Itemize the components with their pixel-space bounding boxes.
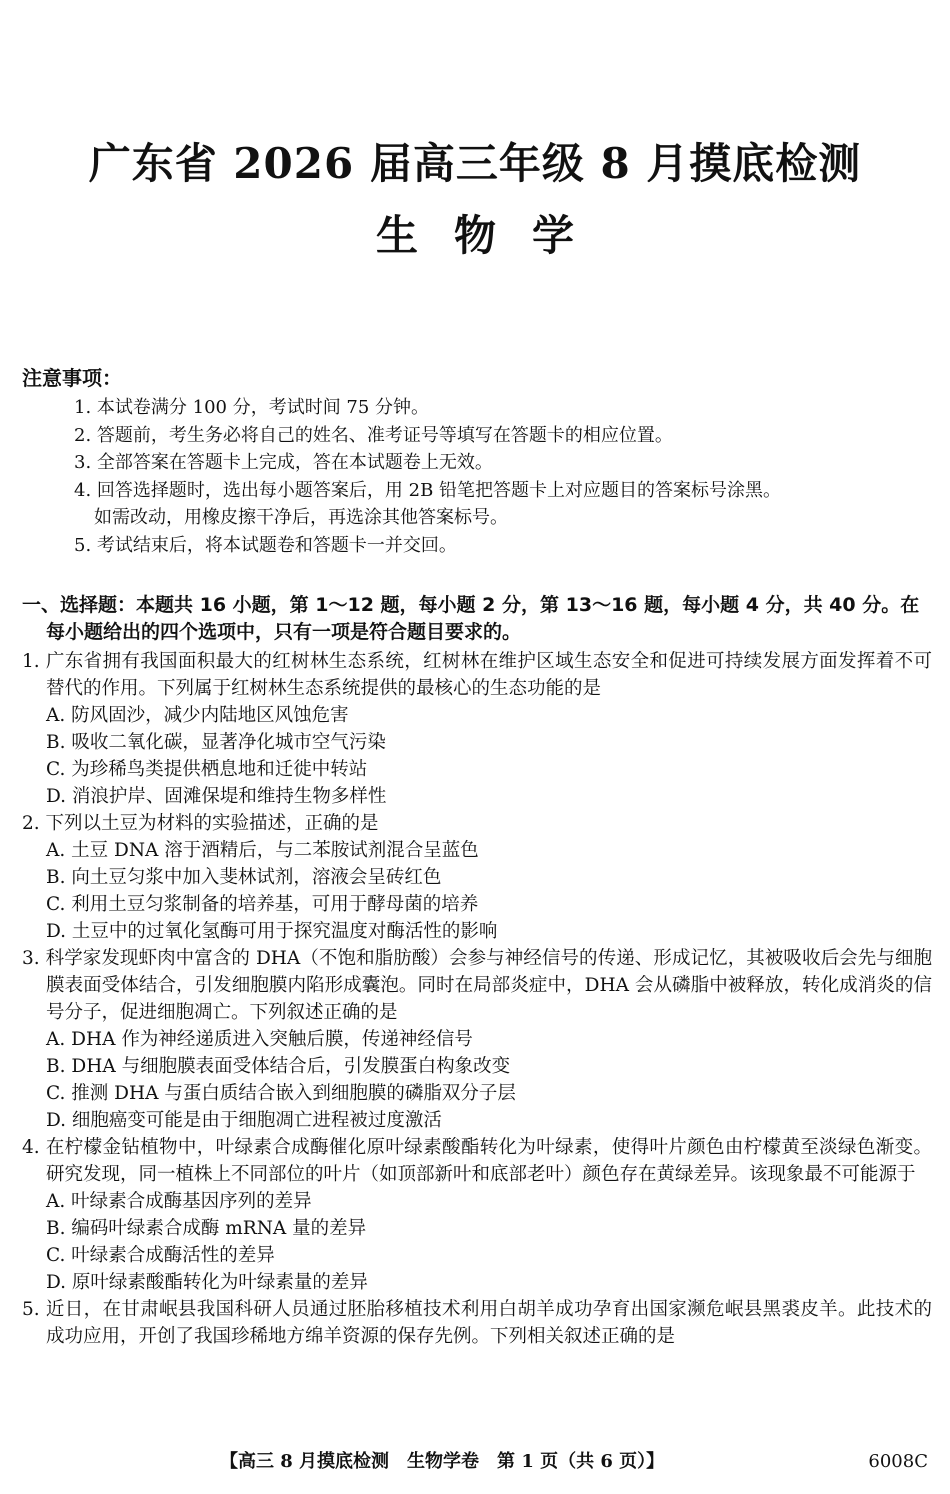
question xyxy=(22,1134,932,1296)
notice-heading: 注意事项： xyxy=(22,366,122,390)
question-stem: 4. 在柠檬金钻植物中，叶绿素合成酶催化原叶绿素酸酯转化为叶绿素，使得叶片颜色由柠檬黄至淡绿色渐变。研究发现，同一植株上不同部位的叶片（如顶部新叶和底部老叶）颜色存在黄绿差异。该现象最不可能源于 xyxy=(22,1137,932,1185)
question xyxy=(22,1296,932,1350)
footer-page-info: 【高三 8 月摸底检测 生物学卷 第 1 页（共 6 页）】 xyxy=(220,1451,665,1472)
section-heading-line1: 一、选择题：本题共 16 小题，第 1～12 题，每小题 2 分，第 13～16 题，每小题 4 分，共 40 分。在 xyxy=(22,594,920,616)
notice-item: 4. 回答选择题时，选出每小题答案后，用 2B 铅笔把答题卡上对应题目的答案标号涂黑。 如需改动，用橡皮擦干净后，再选涂其他答案标号。 xyxy=(74,477,934,532)
option-d: D. 原叶绿素酸酯转化为叶绿素量的差异 xyxy=(46,1272,368,1293)
question xyxy=(22,648,932,810)
question-stem: 2. 下列以土豆为材料的实验描述，正确的是 xyxy=(22,813,379,834)
option-a: A. 防风固沙，减少内陆地区风蚀危害 xyxy=(46,705,349,726)
question-stem: 3. 科学家发现虾肉中富含的 DHA（不饱和脂肪酸）会参与神经信号的传递、形成记忆，其被吸收后会先与细胞膜表面受体结合，引发细胞膜内陷形成囊泡。同时在局部炎症中，DHA 会从磷脂中被释放，转化成消炎的信号分子，促进细胞凋亡。下列叙述正确的是 xyxy=(22,948,932,1023)
option-c: C. 推测 DHA 与蛋白质结合嵌入到细胞膜的磷脂双分子层 xyxy=(46,1083,516,1104)
option-d: D. 消浪护岸、固滩保堤和维持生物多样性 xyxy=(46,786,387,807)
notice-item: 2. 答题前，考生务必将自己的姓名、准考证号等填写在答题卡的相应位置。 xyxy=(74,424,673,446)
subject-title: 生物学 xyxy=(375,211,610,260)
notice-item: 1. 本试卷满分 100 分，考试时间 75 分钟。 xyxy=(74,397,430,418)
notice-item-continuation: 如需改动，用橡皮擦干净后，再选涂其他答案标号。 xyxy=(94,507,508,528)
question-stem: 1. 广东省拥有我国面积最大的红树林生态系统，红树林在维护区域生态安全和促进可持续发展方面发挥着不可替代的作用。下列属于红树林生态系统提供的最核心的生态功能的是 xyxy=(22,651,932,699)
footer-code: 6008C xyxy=(868,1451,928,1472)
option-a: A. DHA 作为神经递质进入突触后膜，传递神经信号 xyxy=(46,1029,473,1050)
notice-item: 3. 全部答案在答题卡上完成，答在本试题卷上无效。 xyxy=(74,452,493,473)
notice-list xyxy=(74,394,934,559)
option-b: B. 编码叶绿素合成酶 mRNA 量的差异 xyxy=(46,1218,367,1239)
option-a: A. 土豆 DNA 溶于酒精后，与二苯胺试剂混合呈蓝色 xyxy=(46,840,479,861)
option-d: D. 细胞癌变可能是由于细胞凋亡进程被过度激活 xyxy=(46,1110,442,1131)
option-c: C. 利用土豆匀浆制备的培养基，可用于酵母菌的培养 xyxy=(46,894,479,915)
question xyxy=(22,945,932,1134)
option-c: C. 叶绿素合成酶活性的差异 xyxy=(46,1245,275,1266)
question-stem: 5. 近日，在甘肃岷县我国科研人员通过胚胎移植技术利用白胡羊成功孕育出国家濒危岷县黑裘皮羊。此技术的成功应用，开创了我国珍稀地方绵羊资源的保存先例。下列相关叙述正确的是 xyxy=(22,1299,932,1347)
option-a: A. 叶绿素合成酶基因序列的差异 xyxy=(46,1191,312,1212)
section-heading xyxy=(22,592,932,646)
question xyxy=(22,810,932,945)
option-d: D. 土豆中的过氧化氢酶可用于探究温度对酶活性的影响 xyxy=(46,921,498,942)
option-b: B. DHA 与细胞膜表面受体结合后，引发膜蛋白构象改变 xyxy=(46,1056,511,1077)
option-c: C. 为珍稀鸟类提供栖息地和迁徙中转站 xyxy=(46,759,368,780)
question-list xyxy=(22,648,932,1350)
option-b: B. 向土豆匀浆中加入斐林试剂，溶液会呈砖红色 xyxy=(46,867,442,888)
option-b: B. 吸收二氧化碳，显著净化城市空气污染 xyxy=(46,732,386,753)
section-heading-line2: 每小题给出的四个选项中，只有一项是符合题目要求的。 xyxy=(46,621,522,643)
exam-title: 广东省 2026 届高三年级 8 月摸底检测 xyxy=(88,139,862,188)
notice-item: 5. 考试结束后，将本试题卷和答题卡一并交回。 xyxy=(74,534,457,556)
